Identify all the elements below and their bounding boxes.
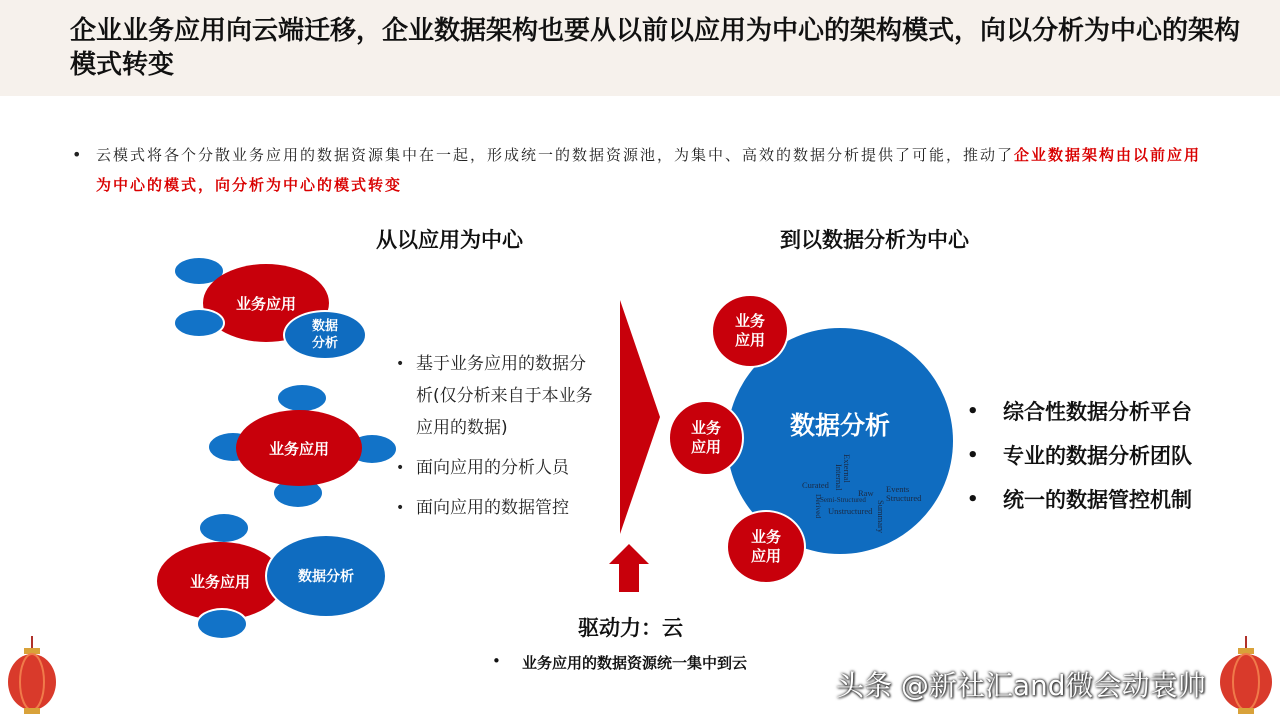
intro-paragraph — [70, 140, 1210, 200]
data-analysis-label: 数据分析 — [298, 569, 354, 585]
intro-text: 云模式将各个分散业务应用的数据资源集中在一起，形成统一的数据资源池，为集中、高效的数据分析提供了可能，推动了 — [96, 146, 1015, 164]
up-arrow-icon — [609, 544, 649, 592]
driver-title: 驱动力：云 — [578, 616, 683, 640]
list-item: • 专业的数据分析团队 — [965, 436, 1265, 480]
transition-arrow-icon — [612, 300, 662, 534]
title-banner — [0, 0, 1280, 96]
data-analysis-oval — [265, 534, 387, 618]
data-types-word-cloud — [800, 450, 940, 540]
word-cloud-term: Derived — [814, 494, 823, 519]
driver-detail — [492, 652, 747, 673]
business-app-node — [726, 510, 806, 584]
lantern-icon — [1216, 636, 1276, 720]
data-analysis-label-line2: 分析 — [311, 336, 338, 351]
driver-detail-text: 业务应用的数据资源统一集中到云 — [522, 654, 748, 672]
left-column-title: 从以应用为中心 — [376, 228, 523, 252]
word-cloud-term: Semi-Structured — [820, 496, 866, 504]
data-analysis-hub-label: 数据分析 — [789, 411, 890, 440]
small-node-oval — [173, 308, 225, 338]
word-cloud-term: Raw — [858, 488, 874, 498]
list-item: • 面向应用的数据管控 — [392, 492, 602, 524]
business-app-label-line1: 业务 — [690, 419, 721, 437]
small-node-oval — [276, 383, 328, 413]
bullet-icon: • — [72, 145, 84, 164]
business-app-label: 业务应用 — [189, 572, 250, 591]
word-cloud-term: Structured — [886, 493, 922, 503]
bullet-icon: • — [492, 652, 501, 670]
list-item: • 统一的数据管控机制 — [965, 480, 1265, 524]
word-cloud-term: Unstructured — [828, 506, 873, 516]
lantern-icon — [4, 636, 60, 720]
list-item: • 面向应用的分析人员 — [392, 452, 602, 484]
word-cloud-term: Curated — [802, 480, 829, 490]
business-app-label-line2: 应用 — [734, 331, 765, 349]
business-app-node — [668, 400, 744, 476]
business-app-label-line2: 应用 — [750, 547, 781, 565]
data-analysis-oval — [283, 310, 367, 360]
right-column-title: 到以数据分析为中心 — [780, 228, 969, 252]
analysis-centric-features — [965, 392, 1265, 524]
business-app-label-line1: 业务 — [734, 312, 765, 330]
app-centric-features — [392, 348, 602, 532]
business-app-label: 业务应用 — [235, 294, 296, 313]
business-app-oval — [236, 410, 362, 486]
word-cloud-term: Events — [886, 484, 910, 494]
word-cloud-term: Internal — [834, 464, 844, 491]
watermark: 头条 @新社汇and微会动袁帅 — [836, 669, 1206, 702]
business-app-node — [711, 294, 789, 368]
small-node-oval — [198, 512, 250, 544]
list-item: • 综合性数据分析平台 — [965, 392, 1265, 436]
business-app-label-line2: 应用 — [690, 438, 721, 456]
intro-highlight: 企业数据架构由以前应用为中心的模式，向分析为中心的模式转变 — [96, 146, 1202, 194]
word-cloud-term: Summary — [876, 500, 886, 534]
word-cloud-term: External — [842, 454, 852, 483]
slide-title: 企业业务应用向云端迁移，企业数据架构也要从以前以应用为中心的架构模式，向以分析为中心的架构模式转变 — [70, 16, 1241, 80]
business-app-label-line1: 业务 — [750, 528, 781, 546]
data-analysis-label-line1: 数据 — [311, 319, 338, 334]
list-item: • 基于业务应用的数据分析(仅分析来自于本业务应用的数据) — [392, 348, 602, 444]
small-node-oval — [196, 608, 248, 640]
business-app-label: 业务应用 — [268, 439, 329, 458]
